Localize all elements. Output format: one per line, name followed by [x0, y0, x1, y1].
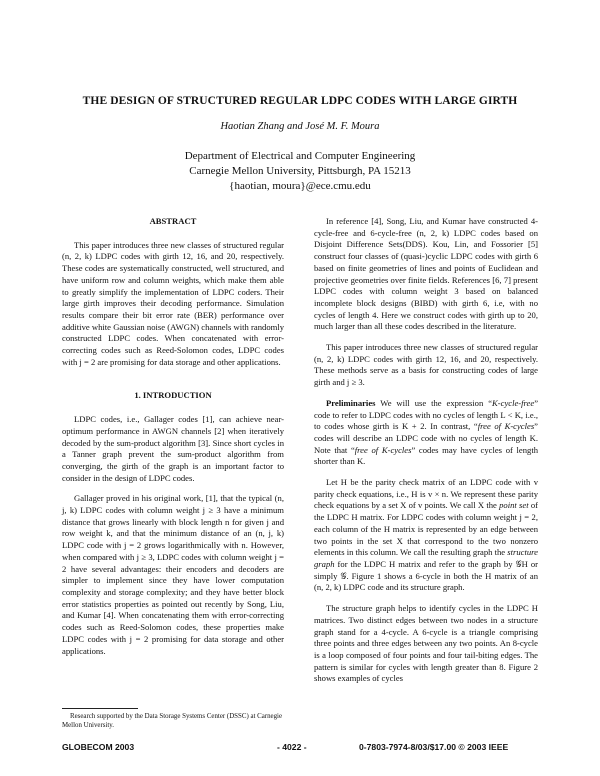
paper-authors: Haotian Zhang and José M. F. Moura	[220, 121, 380, 132]
prelim-text-2: ” code to refer to LDPC codes with no cycles of length L < K, i.e., to codes whose girth is K + 2. In contrast, “	[314, 397, 539, 432]
preliminaries-label: Preliminaries	[326, 397, 376, 408]
paper-title: THE DESIGN OF STRUCTURED REGULAR LDPC CODES WITH LARGE GIRTH	[82, 95, 518, 107]
related-work-paragraph: In reference [4], Song, Liu, and Kumar have constructed 4-cycle-free and 6-cycle-free (n, 2, k) LDPC codes based on Disjoint Difference Sets(DDS). Kou, Lin, and Fossorier [5] construct four classes of (quasi-)cyclic LDPC codes with girth 6 based on finite geometries of lines and points of Euclidean and projective geometries over finite fields. References [6, 7] present LDPC codes with column weight 3 based on balanced incomplete block designs (BIBD) with girth 6, i.e, with no cycles of length 4. Here we construct codes with girth up to 20, much larger than all these codes described in the literature.	[314, 216, 538, 332]
parity-term-1: point set	[499, 500, 529, 511]
prelim-term-1: K-cycle-free	[492, 397, 535, 408]
left-column	[62, 216, 284, 666]
introduction-heading: 1. INTRODUCTION	[134, 390, 212, 401]
parity-text-1: Let H be the parity check matrix of an LDPC code with v parity check equations, i.e., H is v × n. We represent these parity check equations by a set X of v points. We call X the	[314, 477, 538, 511]
parity-check-paragraph	[314, 477, 538, 594]
affiliation-university: Carnegie Mellon University, Pittsburgh, PA 15213	[189, 165, 411, 177]
abstract-text: This paper introduces three new classes of structured regular (n, 2, k) LDPC codes with girth 12, 16, and 20, respectively. These codes are systematically constructed, well structured, and have uniform row and column weights, which make them able to greatly simplify the implementation of LDPC coders. Their large girth improves their decoding performance. Simulation results compare their bit error rate (BER) performance over additive white Gaussian noise (AWGN) channels with randomly constructed LDPC codes. When concatenated with error-correcting codes such as Reed-Solomon codes, LDPC codes with j = 2 are promising for data storage and other applications.	[62, 239, 284, 367]
affiliation-department: Department of Electrical and Computer Engineering	[184, 150, 416, 162]
affiliation-block	[0, 149, 600, 194]
intro-paragraph-1: LDPC codes, i.e., Gallager codes [1], can achieve near-optimum performance in AWGN channels [2] when iteratively decoded by the sum-product algorithm [3]. Since short cycles in a Tanner graph prevent the sum-product algorithm from converging, the girth of the graph is an important factor to consider in the design of LDPC codes.	[62, 414, 284, 483]
structure-graph-paragraph: The structure graph helps to identify cycles in the LDPC H matrices. Two distinct edges between two nodes in a structure graph stand for a 4-cycle. A 6-cycle is a triangle comprising three points and three edges between any two points. An 8-cycle is a loop composed of four points and four tail-biting edges. The pattern is similar for cycles with length greater than 8. Figure 2 shows examples of cycles	[314, 603, 538, 684]
parity-text-3: for the LDPC H matrix and refer to the graph by 𝒢H or simply 𝒢. Figure 1 shows a 6-cycle in both the H matrix of an (n, 2, k) LDPC code and its structure graph.	[314, 558, 538, 593]
prelim-text-4: ” codes may have cycles of length shorter than K.	[314, 444, 539, 467]
footnote: Research supported by the Data Storage Systems Center (DSSC) at Carnegie Mellon University.	[62, 713, 283, 729]
footer-page-number: - 4022 -	[277, 742, 307, 752]
footer-copyright: 0-7803-7974-8/03/$17.00 © 2003 IEEE	[359, 742, 509, 752]
affiliation-email: {haotian, moura}@ece.cmu.edu	[229, 180, 371, 192]
parity-text-2: of the LDPC H matrix. For LDPC codes with column weight j = 2, each column of the H matrix is represented by an edge between two points in the set X that correspond to the two nonzero elements in this column. We call the resulting graph the	[314, 500, 538, 558]
prelim-text-3: ” codes will describe an LDPC code with no cycles of length K. Note that “	[314, 421, 538, 455]
contribution-paragraph: This paper introduces three new classes of structured regular (n, 2, k) LDPC codes with girth 12, 16, and 20, respectively. These methods serve as a basis for constructing codes of large girth and j ≥ 3.	[314, 342, 538, 388]
prelim-term-2: free of K-cycles	[477, 421, 535, 432]
footer-conference: GLOBECOM 2003	[62, 742, 135, 752]
preliminaries-paragraph	[314, 398, 538, 468]
intro-paragraph-2: Gallager proved in his original work, [1], that the typical (n, j, k) LDPC codes with column weight j ≥ 3 have a minimum distance that grows linearly with block length n for given j and row weight k, and that the minimum distance of an (n, j, k) LDPC code with j = 2 grows logarithmically with n. However, when compared with j ≥ 3, LDPC codes with column weight j = 2 have several advantages: their encoders and decoders are simpler to implement since they have lower computation complexity and storage complexity; and they have better block error statistics properties as pointed out recently by Song, Liu, and Kumar [4]. When concatenating them with error-correcting codes such as Reed-Solomon codes, these properties make LDPC codes with j = 2 promising for data storage and other applications.	[62, 493, 284, 656]
right-column	[314, 216, 538, 694]
abstract-heading: ABSTRACT	[149, 216, 197, 226]
prelim-term-3: free of K-cycles	[354, 444, 412, 455]
parity-term-2: structure graph	[314, 547, 538, 569]
prelim-text-1: We will use the expression “	[380, 397, 493, 408]
footnote-divider	[62, 708, 138, 709]
